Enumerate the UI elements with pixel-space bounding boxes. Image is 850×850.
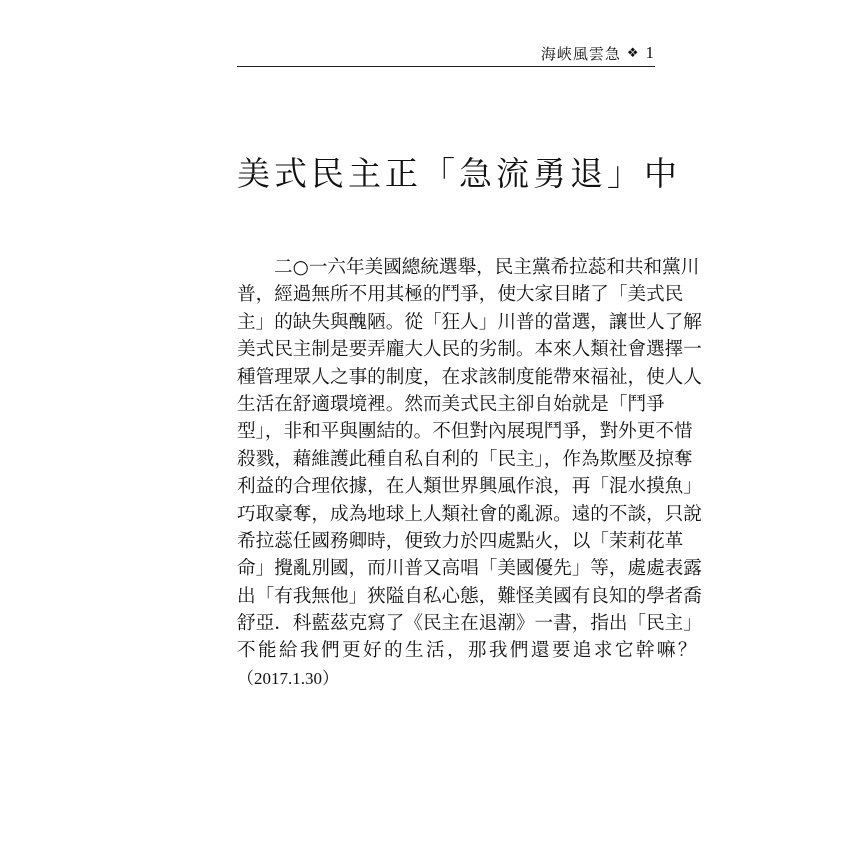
- body-line: 出「有我無他」狹隘自私心態，難怪美國有良知的學者喬: [237, 585, 702, 607]
- body-line: 不能給我們更好的生活，那我們還要追求它幹嘛？: [237, 640, 699, 662]
- body-line: 巧取豪奪，成為地球上人類社會的亂源。遠的不談，只說: [237, 503, 702, 525]
- body-line: 利益的合理依據，在人類世界興風作浪，再「混水摸魚」: [237, 476, 702, 498]
- body-line: 希拉蕊任國務卿時，便致力於四處點火，以「茉莉花革: [237, 530, 684, 552]
- article-body: [237, 254, 702, 692]
- running-title: 海峽風雲急: [540, 44, 621, 63]
- ornament-icon: ❖: [626, 45, 640, 61]
- body-line: 普，經過無所不用其極的鬥爭，使大家目睹了「美式民: [237, 284, 684, 306]
- body-line: 命」攪亂別國，而川普又高唱「美國優先」等，處處表露: [237, 558, 702, 580]
- article-date: （2017.1.30）: [237, 668, 339, 688]
- body-line: 殺戮，藉維護此種自私自利的「民主」，作為欺壓及掠奪: [237, 448, 693, 470]
- header-rule: [237, 66, 655, 67]
- article-title: 美式民主正「急流勇退」中: [237, 154, 681, 193]
- body-line: 型」，非和平與團結的。不但對內展現鬥爭，對外更不惜: [237, 421, 693, 443]
- body-line: 主」的缺失與醜陋。從「狂人」川普的當選，讓世人了解: [237, 311, 702, 333]
- body-line: 二○一六年美國總統選舉，民主黨希拉蕊和共和黨川: [274, 257, 700, 278]
- running-header: [237, 40, 655, 66]
- page-number: 1: [645, 43, 655, 62]
- body-line: 美式民主制是要弄龐大人民的劣制。本來人類社會選擇一: [237, 339, 702, 361]
- body-line: 種管理眾人之事的制度，在求該制度能帶來福祉，使人人: [237, 366, 702, 388]
- body-line: 生活在舒適環境裡。然而美式民主卻自始就是「鬥爭: [237, 393, 665, 415]
- body-line: 舒亞．科藍茲克寫了《民主在退潮》一書，指出「民主」: [237, 613, 702, 635]
